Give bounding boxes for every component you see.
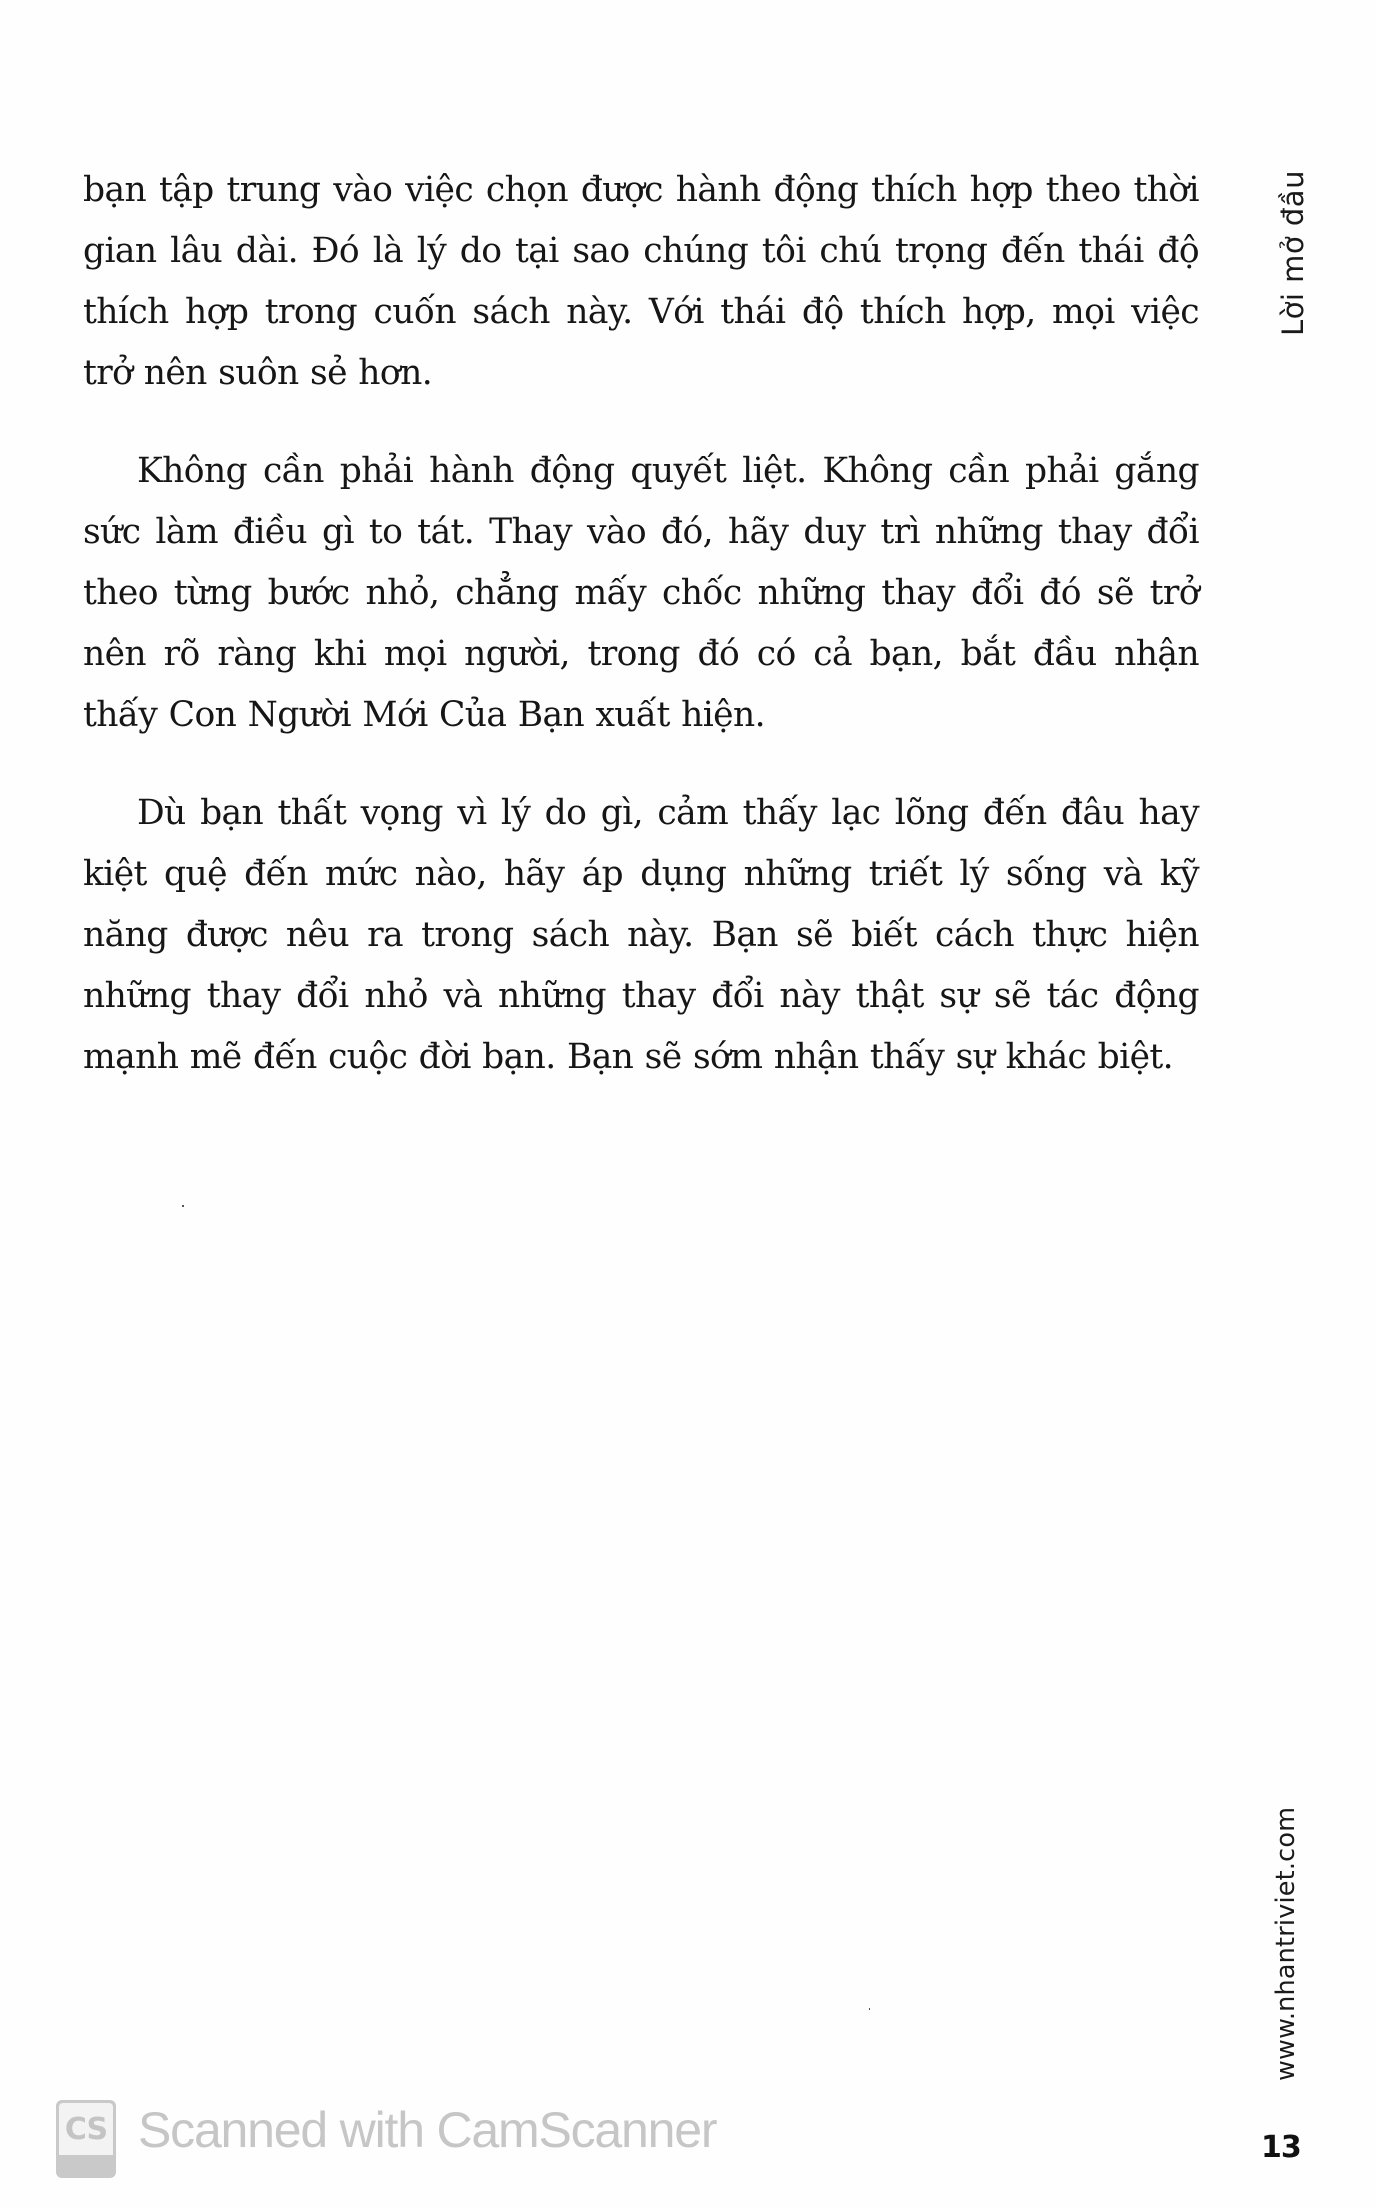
publisher-website: www.nhantriviet.com xyxy=(1271,1806,1301,2081)
watermark-text: Scanned with CamScanner xyxy=(138,2102,717,2158)
body-text xyxy=(83,160,1199,1125)
camscanner-logo-icon xyxy=(56,2100,116,2178)
scan-speck xyxy=(869,2008,870,2010)
chapter-running-head: Lời mở đầu xyxy=(1276,170,1310,336)
scan-speck xyxy=(182,1205,184,1207)
page-number: 13 xyxy=(1261,2130,1301,2165)
paragraph-3: Dù bạn thất vọng vì lý do gì, cảm thấy lạc lõng đến đâu hay kiệt quệ đến mức nào, hãy áp dụng những triết lý sống và kỹ năng được nêu ra trong sách này. Bạn sẽ biết cách thực hiện những thay đổi nhỏ và những thay đổi này thật sự sẽ tác động mạnh mẽ đến cuộc đời bạn. Bạn sẽ sớm nhận thấy sự khác biệt. xyxy=(83,793,1199,1077)
camscanner-watermark xyxy=(56,2100,716,2180)
paragraph-2: Không cần phải hành động quyết liệt. Không cần phải gắng sức làm điều gì to tát. Thay vào đó, hãy duy trì những thay đổi theo từng bước nhỏ, chẳng mấy chốc những thay đổi đó sẽ trở nên rõ ràng khi mọi người, trong đó có cả bạn, bắt đầu nhận thấy Con Người Mới Của Bạn xuất hiện. xyxy=(83,451,1199,735)
camscanner-logo-text: CS xyxy=(59,2103,113,2155)
paragraph-1: bạn tập trung vào việc chọn được hành động thích hợp theo thời gian lâu dài. Đó là lý do tại sao chúng tôi chú trọng đến thái độ thích hợp trong cuốn sách này. Với thái độ thích hợp, mọi việc trở nên suôn sẻ hơn. xyxy=(83,170,1199,393)
